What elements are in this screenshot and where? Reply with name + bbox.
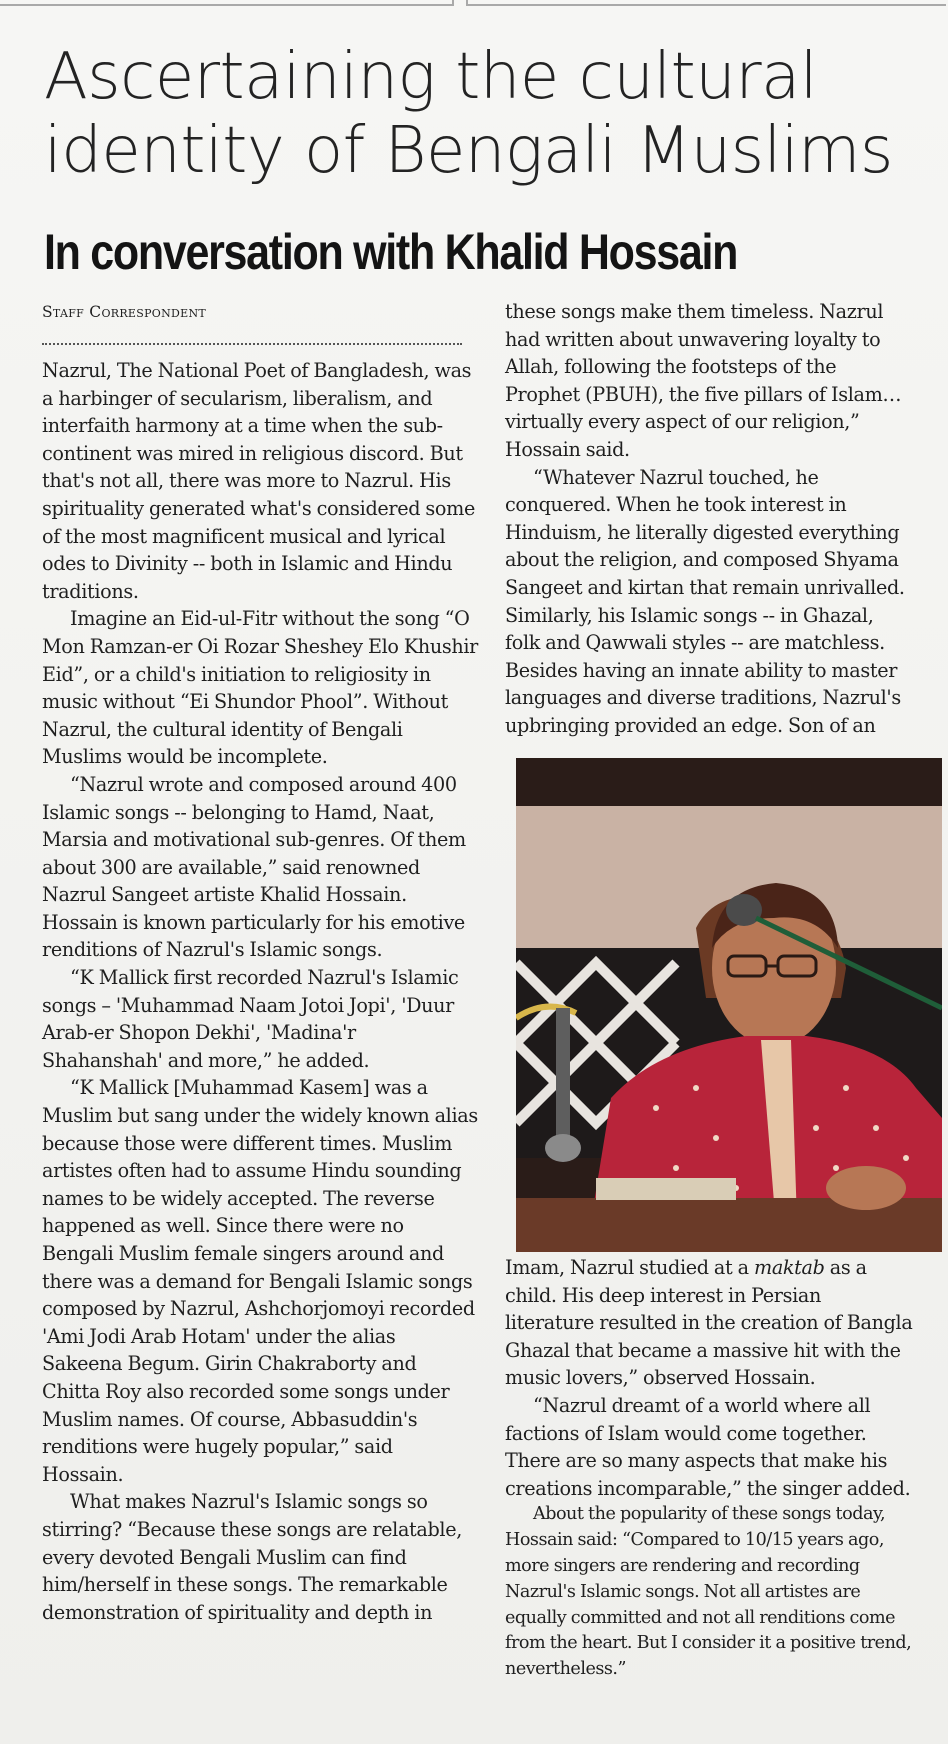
paragraph: “Nazrul wrote and composed around 400 Islamic songs -- belonging to Hamd, Naat, Marsia and motivational sub-genres. Of them about 300 are available,” said renowned Nazrul Sangeet artiste Khalid Hossain. Hossain is known particularly for his emotive renditions of Nazrul's Islamic songs. <box>42 772 466 962</box>
paragraph: Imam, Nazrul studied at a maktab as a child. His deep interest in Persian literature resulted in the creation of Bangla Ghazal that became a massive hit with the music lovers,” observed Hossain. <box>505 1256 913 1390</box>
article-column-1 <box>42 357 478 1626</box>
article-column-2 <box>505 298 913 740</box>
photo-illustration <box>516 758 942 1252</box>
article-column-3 <box>505 1254 913 1683</box>
paragraph: “Nazrul dreamt of a world where all factions of Islam would come together. There are so many aspects that make his creations incomparable,” the singer added. <box>505 1393 911 1500</box>
paragraph: Nazrul, The National Poet of Bangladesh, was a harbinger of secularism, liberalism, and interfaith harmony at a time when the sub-continent was mired in religious discord. But that's not all, there was more to Nazrul. His spirituality generated what's considered some of the most magnificent musical and lyrical odes to Divinity -- both in Islamic and Hindu traditions. <box>42 359 475 603</box>
headline: Ascertaining the cultural identity of Bengali Muslims <box>44 40 893 188</box>
top-rule <box>0 0 948 8</box>
paragraph: “K Mallick [Muhammad Kasem] was a Muslim but sang under the widely known alias because those were different times. Muslim artistes often had to assume Hindu sounding names to be widely accepted. The reverse happened as well. Since there were no Bengali Muslim female singers around and there was a demand for Bengali Islamic songs composed by Nazrul, Ashchorjomoyi recorded 'Ami Jodi Arab Hotam' under the alias Sakeena Begum. Girin Chakraborty and Chitta Roy also recorded some songs under Muslim names. Of course, Abbasuddin's renditions were hugely popular,” said Hossain. <box>42 1076 478 1486</box>
singer-performing-photo <box>516 758 942 1252</box>
paragraph: Imagine an Eid-ul-Fitr without the song “O Mon Ramzan-er Oi Rozar Sheshey Elo Khushir Eid”, or a child's initiation to religiosity in music without “Ei Shundor Phool”. Without Nazrul, the cultural identity of Bengali Muslims would be incomplete. <box>42 607 478 769</box>
paragraph: “Whatever Nazrul touched, he conquered. When he took interest in Hinduism, he literally digested everything about the religion, and composed Shyama Sangeet and kirtan that remain unrivalled. Similarly, his Islamic songs -- in Ghazal, folk and Qawwali styles -- are matchless. Besides having an innate ability to master languages and diverse traditions, Nazrul's upbringing provided an edge. Son of an <box>505 465 905 737</box>
paragraph: “K Mallick first recorded Nazrul's Islamic songs – 'Muhammad Naam Jotoi Jopi', 'Duur Arab-er Shopon Dekhi', 'Madina'r Shahanshah' and more,” he added. <box>42 966 459 1072</box>
paragraph: these songs make them timeless. Nazrul had written about unwavering loyalty to Allah, following the footsteps of the Prophet (PBUH), the five pillars of Islam…virtually every aspect of our religion,” Hossain said. <box>505 300 902 461</box>
dotted-divider <box>42 343 462 345</box>
paragraph: What makes Nazrul's Islamic songs so stirring? “Because these songs are relatable, every devoted Bengali Muslim can find him/herself in these songs. The remarkable demonstration of spirituality and depth in <box>42 1490 462 1624</box>
paragraph: About the popularity of these songs today, Hossain said: “Compared to 10/15 years ago, more singers are rendering and recording Nazrul's Islamic songs. Not all artistes are equally committed and not all renditions come from the heart. But I consider it a positive trend, nevertheless.” <box>505 1504 912 1680</box>
byline: Staff Correspondent <box>42 303 207 321</box>
subheadline: In conversation with Khalid Hossain <box>44 224 738 280</box>
